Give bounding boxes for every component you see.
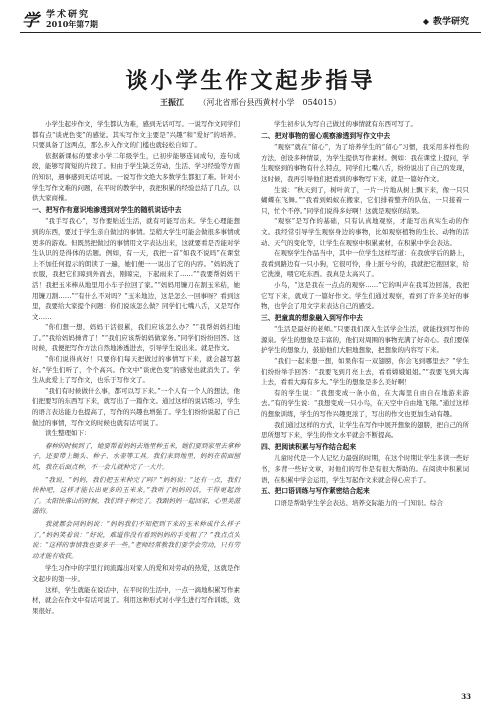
left-column — [32, 119, 240, 616]
paragraph: “生活是最好的老师。”只要我们深入生活学会生活，就能找到写作的源泉。学生的想象是丰富的，他们对周围的事物充满了好奇心。我们要保护学生的想象力，鼓励他们大胆地想象，把想象的内容写下来。 — [261, 325, 469, 355]
section-heading: 一、把写作有意识地渗透到对学生的随机说话中去 — [32, 205, 182, 214]
section-heading: 四、把阅读积累与写作结合起来 — [261, 442, 357, 451]
paragraph: 学生习作中的字里行间流露出对家人的爱和对劳动的热爱，这就是作文起步的第一步。 — [32, 564, 240, 583]
paragraph: 我就都会同妈妈说：“妈妈我们不知把到下来的玉米种成什么样子了。”妈妈笑着说：“好说，难道你没有看到妈妈的手变粗了？”我点点头说：“这样的事情我也要多干一些。”老师经常教我们要学会劳动，只有劳动才能有收获。 — [32, 519, 240, 560]
journal-name: 学术研究 — [46, 10, 91, 20]
paragraph: 在观察学生作品当中，其中一位学生这样写道：在我放学后的路上，我看到路边有一只小狗，它很可怜，身上脏兮兮的，我就把它抱回家，给它洗澡，喂它吃东西。我真是太高兴了。 — [261, 249, 469, 279]
paragraph: 生说：“秋天到了，树叶黄了，一片一片地从树上飘下来，像一只只蝴蝶在飞舞。”“我看到蚂蚁在搬家，它们排着整齐的队伍，一只接着一只，忙个不停。”同学们说得多好啊！这就是观察的结果。 — [261, 185, 469, 215]
section-heading: 三、把童真的想象融入到写作中去 — [261, 313, 363, 322]
masthead — [0, 0, 501, 40]
paragraph: 这样，学生就能在说话中，在平时的生活中，一点一滴地积累写作素材，就会在作文中有话可说了。利用这种形式对小学生进行写作训练，效果很好。 — [32, 585, 240, 615]
paragraph: 儿童时代是一个人记忆力最强的时期，在这个时期让学生多读一些好书，多背一些好文章，对他们的写作是有很大帮助的。在阅读中积累词语，在积累中学会运用，学生写起作文来就会得心应手了。 — [261, 454, 469, 484]
paragraph: 我们通过这样的方式，让学生在写作中展开想象的翅膀，把自己的所思所想写下来，学生的作文水平就会不断提高。 — [261, 420, 469, 440]
section-tag: ◆ 教学研究 — [423, 14, 469, 27]
paragraph: “我说，“妈妈，我们把玉米种完了吗？”妈妈说：“还有一点，我们快种吧，这样才能长出更多的玉米来。”我听了妈妈的话，干得更起劲了。太阳快落山的时候，我们终于种完了。我跟妈妈一起回家，心里美滋滋的。 — [32, 475, 240, 516]
paragraph: “观察”是写作的基础，只有认真地观察，才能写出真实生动的作文。我经常引导学生观察身边的事物，比如观察植物的生长、动物的活动、天气的变化等，让学生在观察中积累素材，在积累中学会表达。 — [261, 217, 469, 247]
section-heading: 五、把口语训练与写作紧密结合起来 — [261, 487, 370, 496]
right-column — [261, 119, 469, 508]
issue-label: 2010年第7期 — [46, 19, 98, 29]
paragraph: 小鸟，“这是我在一点点的观察……”它的叫声在我耳边回荡，我把它写下来，就成了一篇好作文。学生们通过观察，看到了许多美好的事物，也学会了用文字来表达自己的感受。 — [261, 280, 469, 311]
paragraph: 有的学生说：“我想变成一条小鱼，在大海里自由自在地游来游去。”有的学生说：“我想变成一只小鸟，在天空中自由地飞翔。”通过这样的想象训练，学生的写作兴趣更浓了，写出的作文也更加生动有趣。 — [261, 388, 469, 419]
author-name: 王振江 — [159, 97, 184, 107]
paragraph: 学生初步认为写自己做过的事情就有东西可写了。 — [274, 120, 417, 128]
paragraph: 春种的时候到了，她要帮着妈妈去地里种玉米，她们要到家里去拿种子，还要带上锄头、种子、水壶等工具。我们来到地里，妈妈在前面刨坑，我在后面点种，不一会儿就种完了一大片。 — [32, 441, 240, 471]
paragraph: 读生整理如下： — [45, 429, 91, 438]
paragraph: “观察”就在“留心”，为了培养学生的“留心”习惯，我采用多样性的方法，创设多种情景，为学生提供写作素材。例如：我在课堂上提问，学生观察到的事物有什么特点，同学们七嘴八舌，纷纷说出了自己的发现，这时候，我再引导他们把看到的事物写下来，就是一篇好作文。 — [261, 143, 469, 183]
journal-logo: 学 — [22, 11, 39, 31]
paragraph: 口语是帮助学生学会表达、培养交际能力的一门知识。综合 — [274, 498, 443, 507]
page-number: 33 — [461, 692, 471, 701]
paragraph: “我们有时候做什么事，都可以写下来。”一个人有一个人的想法，他们把要写的东西写下来，就写出了一篇作文。通过这样的说话练习，学生的语言表达能力也提高了，写作的兴趣也增强了。学生们纷纷说起了自己做过的事情，写作文的时候也就有话可说了。 — [32, 386, 240, 427]
header-divider — [20, 32, 481, 33]
byline — [0, 97, 501, 108]
paragraph: “你们想一想，妈妈干活很累，我们应该怎么办？”“我帮妈妈扫地了。”“我给妈妈捶背了！”“我们应该帮妈妈做家务。”同学们纷纷回答。这时候，我便把写作方法自然地渗透进去，引导学生说出来。就是作文。 — [32, 323, 240, 353]
author-affiliation: （河北省邢台县西黄村小学 054015） — [198, 98, 342, 107]
paragraph: “你们说得真好！只要你们每天把做过的事情写下来，就会越写越好。”学生们听了，个个高兴。作文中“谈虎色变”的感觉也就消失了。学生从此爱上了写作文，也乐于写作文了。 — [32, 355, 240, 385]
paragraph: 小学生起步作文，学生都认为难，感到无话可写。一说写作文同学们都有点“谈虎色变”的感觉。其实写作文主要是“兴趣”和“爱好”的培养。只要具备了这两点，那么步入作文的门槛也就轻松自如了。 — [32, 120, 240, 150]
section-heading: 二、把对事物的留心观察渗透到写作文中去 — [261, 131, 391, 140]
paragraph: 依据新课标的要求小学二年级学生，已初步能够连词成句，连句成段，能够写简短的片段了。但由于学生缺乏劳动，生活、学习经验等方面的知识，遇事感到无话可说。一说写作文绝大多数学生都犯了难。针对小学生写作文难的问题，在平时的教学中，我把积累的经验总结了几点，以供大家商榷。 — [32, 151, 240, 203]
paragraph: “我手写我心”，写作要贴近生活，就有可能写出来。学生心理能想到的东西，要过于学生亲自做过的事情。呈稍大学生可能会做很多事情或更多的游戏。但既然把做过的事情用文字表达出来，这就要看是否能对学生认识的是得体的话题。例如，有一天，我把一首“如我不说吗”在课堂上不加任何提示的朗读了一遍，她们便一一说出了它的内容。“妈妈洗了衣服，我把它们晾到外面去，刚晾完，下起雨来了……”“我要帮妈妈干活！我把玉米棒从地里用小车子拉回了家。”“妈妈用镰刀在割玉米秸，她用镰刀割……”“有什么不对吗？”玉米地边，这是怎么一回事呀？看到这里，我要给大家提个问题：你们说该怎么做？同学们七嘴八舌，又是写作文…… — [32, 217, 240, 321]
article-title: 谈小学生作文起步指导 — [125, 68, 376, 94]
paragraph: “我们一起来想一想，如果你有一双翅膀，你会飞到哪里去？”学生们纷纷举手回答：“我要飞到月亮上去，看看嫦娥姐姐。”“我要飞到大海上去，看看大海有多大。”学生的想象是多么美好啊！ — [261, 357, 469, 387]
